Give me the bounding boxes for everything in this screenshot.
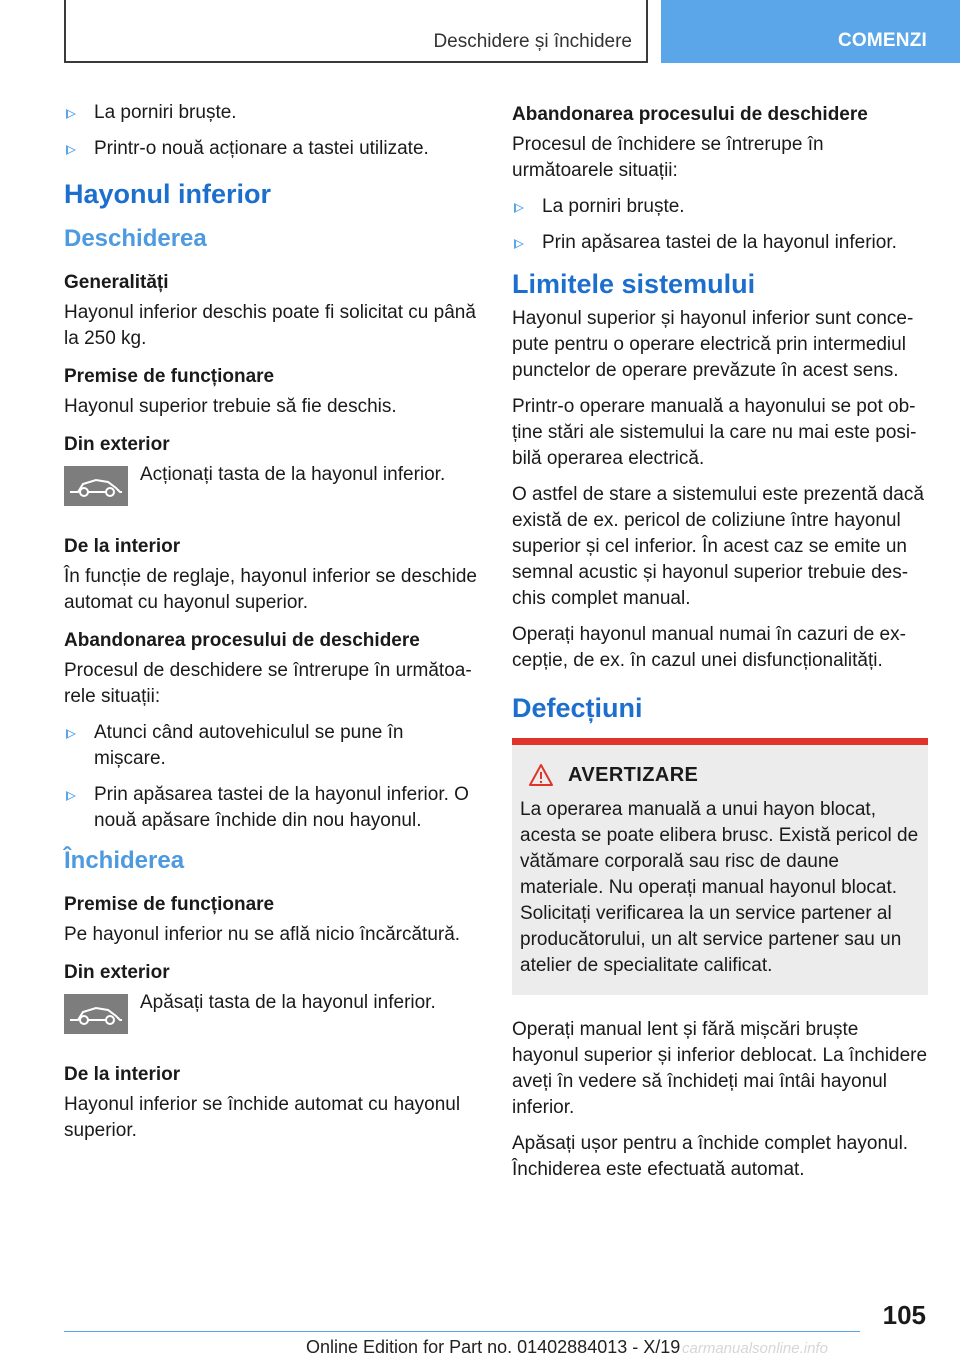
heading-prerequisites: Premise de funcționare (64, 894, 275, 915)
bullet-triangle-icon (66, 109, 76, 119)
paragraph: Hayonul inferior deschis poate fi solicitat cu până la 250 kg. (64, 302, 476, 349)
paragraph: Operați manual lent și fără mișcări bruște hayonul superior și inferior deblocat. La închidere aveți în vedere să închideți mai întâi hayonul inferior. (512, 1019, 928, 1118)
bullet-list-start (64, 100, 480, 162)
heading-closing: Închiderea (64, 847, 185, 874)
heading-defects: Defecțiuni (512, 693, 643, 723)
bullet-triangle-icon (514, 239, 524, 249)
right-column (512, 100, 928, 1193)
chapter-tab[interactable] (661, 0, 960, 63)
heading-opening: Deschiderea (64, 225, 207, 252)
heading-prerequisites: Premise de funcționare (64, 366, 275, 387)
paragraph: O astfel de stare a sistemului este prezentă dacă există de ex. pericol de coliziune între hayonul superior și cel inferior. În acest caz se emite un semnal acustic și hayonul superior trebuie deschis complet manual. (512, 484, 924, 609)
list-item: Atunci când autovehiculul se pune în mișcare. (64, 720, 480, 772)
paragraph: Acționați tasta de la hayonul inferior. (140, 464, 446, 485)
heading-abort-closing: Abandonarea procesului de deschidere (512, 104, 868, 125)
warning-label: AVERTIZARE (568, 763, 699, 786)
heading-from-inside: De la interior (64, 536, 181, 557)
bullet-triangle-icon (66, 729, 76, 739)
page-number: 105 (882, 1300, 926, 1330)
bullet-triangle-icon (66, 791, 76, 801)
left-column (64, 100, 480, 1154)
paragraph: Hayonul inferior se închide automat cu hayonul superior. (64, 1094, 461, 1141)
paragraph: Hayonul superior trebuie să fie deschis. (64, 396, 397, 417)
bullet-list-abort-close (512, 194, 928, 256)
header-section-box (64, 0, 648, 63)
watermark: carmanualsonline.info (682, 1340, 828, 1357)
warning-box (512, 738, 928, 995)
list-item: Prin apăsarea tastei de la hayonul inferior. O nouă apăsare închide din nou hayonul. (64, 782, 480, 834)
heading-system-limits: Limitele sistemului (512, 269, 756, 299)
list-item: La porniri bruște. (512, 194, 928, 220)
heading-general: Generalități (64, 272, 169, 293)
list-item: Printr-o nouă acționare a tastei utilizate. (64, 136, 480, 162)
bullet-list-abort (64, 720, 480, 834)
footer-edition: Online Edition for Part no. 01402884013 - X/19 (306, 1337, 681, 1357)
section-title: Deschidere și închidere (433, 31, 632, 52)
paragraph: Procesul de deschidere se întrerupe în următoarele situații: (64, 660, 472, 707)
warning-triangle-icon (528, 763, 554, 787)
warning-title-row (528, 763, 920, 787)
bullet-triangle-icon (514, 203, 524, 213)
heading-from-outside: Din exterior (64, 962, 170, 983)
paragraph: Hayonul superior și hayonul inferior sunt concepute pentru o operare electrică prin intermediul punctelor de operare prevăzute în acest sens. (512, 308, 914, 381)
footer-divider (64, 1331, 860, 1332)
car-tailgate-icon (64, 466, 128, 506)
instruction-row (64, 990, 480, 1038)
instruction-row (64, 462, 480, 510)
car-tailgate-icon (64, 994, 128, 1034)
heading-lower-tailgate: Hayonul inferior (64, 179, 272, 209)
paragraph: Procesul de închidere se întrerupe în următoarele situații: (512, 134, 824, 181)
heading-abort-opening: Abandonarea procesului de deschidere (64, 630, 420, 651)
list-item: La porniri bruște. (64, 100, 480, 126)
paragraph: Apăsați tasta de la hayonul inferior. (140, 992, 436, 1013)
heading-from-outside: Din exterior (64, 434, 170, 455)
bullet-triangle-icon (66, 145, 76, 155)
chapter-tab-label: COMENZI (837, 30, 927, 51)
paragraph: Pe hayonul inferior nu se află nicio încărcătură. (64, 924, 461, 945)
paragraph: În funcție de reglaje, hayonul inferior se deschide automat cu hayonul superior. (64, 566, 477, 613)
paragraph: Operați hayonul manual numai în cazuri de excepție, de ex. în cazul unei disfuncționalități. (512, 624, 906, 671)
paragraph: Apăsați ușor pentru a închide complet hayonul. Închiderea este efectuată automat. (512, 1133, 909, 1180)
paragraph: Printr-o operare manuală a hayonului se pot obține stări ale sistemului la care nu mai este posibilă operarea electrică. (512, 396, 917, 469)
list-item: Prin apăsarea tastei de la hayonul inferior. (512, 230, 928, 256)
heading-from-inside: De la interior (64, 1064, 181, 1085)
warning-text: La operarea manuală a unui hayon blocat, acesta se poate elibera brusc. Există pericol de vătămare corporală sau risc de daune materiale. Nu operați manual hayonul blocat. Solicitați verificarea la un service partener al producătorului, un alt service partener sau un atelier de specialitate calificat. (520, 799, 919, 976)
